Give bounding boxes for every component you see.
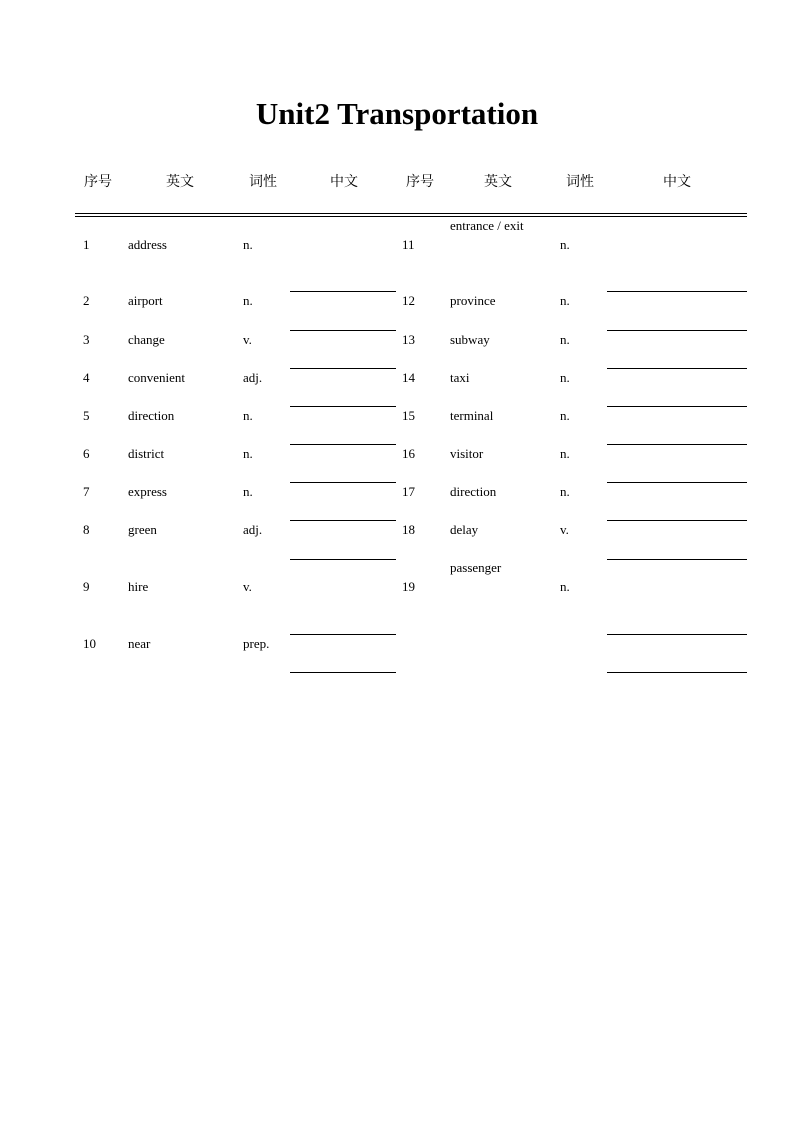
row-2-number: 2 <box>83 293 90 308</box>
row-18-number: 18 <box>402 522 415 537</box>
row-4-number: 4 <box>83 370 90 385</box>
row-7-word: express <box>128 484 167 499</box>
header-number-right: 序号 <box>406 174 434 190</box>
row-13-number: 13 <box>402 332 415 347</box>
row-6-number: 6 <box>83 446 90 461</box>
row-10-word: near <box>128 636 151 651</box>
row-13-pos: n. <box>560 332 570 347</box>
header-number-left: 序号 <box>84 174 112 190</box>
row-4-word: convenient <box>128 370 186 385</box>
answer-line[interactable] <box>607 444 747 445</box>
answer-line[interactable] <box>290 559 396 560</box>
header-chinese-left: 中文 <box>330 174 358 190</box>
answer-line[interactable] <box>290 672 396 673</box>
page-title: Unit2 Transportation <box>255 96 539 131</box>
row-10-pos: prep. <box>243 636 270 651</box>
row-2-pos: n. <box>243 293 253 308</box>
row-14-word: taxi <box>450 370 470 385</box>
row-1-word: address <box>128 237 167 252</box>
row-15-word: terminal <box>450 408 494 423</box>
header-english-right: 英文 <box>484 174 512 190</box>
answer-line[interactable] <box>290 406 396 407</box>
row-16-word: visitor <box>450 446 484 461</box>
row-7-number: 7 <box>83 484 90 499</box>
row-8-number: 8 <box>83 522 90 537</box>
row-17-word: direction <box>450 484 497 499</box>
row-9-word: hire <box>128 579 149 594</box>
row-3-number: 3 <box>83 332 90 347</box>
answer-line[interactable] <box>290 330 396 331</box>
row-3-pos: v. <box>243 332 252 347</box>
header-english-left: 英文 <box>166 174 194 190</box>
row-18-pos: v. <box>560 522 569 537</box>
answer-line[interactable] <box>607 634 747 635</box>
row-9-pos: v. <box>243 579 252 594</box>
answer-line[interactable] <box>290 634 396 635</box>
row-11-pos: n. <box>560 237 570 252</box>
answer-line[interactable] <box>290 482 396 483</box>
row-5-word: direction <box>128 408 175 423</box>
row-13-word: subway <box>450 332 490 347</box>
answer-line[interactable] <box>607 330 747 331</box>
row-10-number: 10 <box>83 636 96 651</box>
row-3-word: change <box>128 332 165 347</box>
row-6-word: district <box>128 446 165 461</box>
answer-line[interactable] <box>290 444 396 445</box>
row-11-word: entrance / exit <box>450 218 524 233</box>
answer-line[interactable] <box>607 520 747 521</box>
row-15-number: 15 <box>402 408 415 423</box>
answer-line[interactable] <box>607 291 747 292</box>
row-19-number: 19 <box>402 579 415 594</box>
answer-line[interactable] <box>607 559 747 560</box>
header-chinese-right: 中文 <box>663 174 691 190</box>
row-5-number: 5 <box>83 408 90 423</box>
row-12-number: 12 <box>402 293 415 308</box>
row-15-pos: n. <box>560 408 570 423</box>
row-8-pos: adj. <box>243 522 263 537</box>
answer-line[interactable] <box>607 406 747 407</box>
answer-line[interactable] <box>290 291 396 292</box>
answer-line[interactable] <box>607 368 747 369</box>
row-17-number: 17 <box>402 484 415 499</box>
header-rule-bottom <box>75 216 747 217</box>
row-9-number: 9 <box>83 579 90 594</box>
header-pos-right: 词性 <box>566 174 594 190</box>
row-6-pos: n. <box>243 446 253 461</box>
row-17-pos: n. <box>560 484 570 499</box>
row-7-pos: n. <box>243 484 253 499</box>
row-12-pos: n. <box>560 293 570 308</box>
row-16-pos: n. <box>560 446 570 461</box>
row-16-number: 16 <box>402 446 415 461</box>
row-8-word: green <box>128 522 157 537</box>
row-19-pos: n. <box>560 579 570 594</box>
header-rule-top <box>75 213 747 214</box>
row-12-word: province <box>450 293 496 308</box>
row-5-pos: n. <box>243 408 253 423</box>
answer-line[interactable] <box>290 520 396 521</box>
row-11-number: 11 <box>402 237 415 252</box>
row-2-word: airport <box>128 293 163 308</box>
row-14-number: 14 <box>402 370 415 385</box>
answer-line[interactable] <box>290 368 396 369</box>
row-14-pos: n. <box>560 370 570 385</box>
row-19-word: passenger <box>450 560 502 575</box>
row-1-pos: n. <box>243 237 253 252</box>
row-1-number: 1 <box>83 237 90 252</box>
answer-line[interactable] <box>607 482 747 483</box>
answer-line[interactable] <box>607 672 747 673</box>
row-18-word: delay <box>450 522 479 537</box>
row-4-pos: adj. <box>243 370 263 385</box>
header-pos-left: 词性 <box>249 174 277 190</box>
